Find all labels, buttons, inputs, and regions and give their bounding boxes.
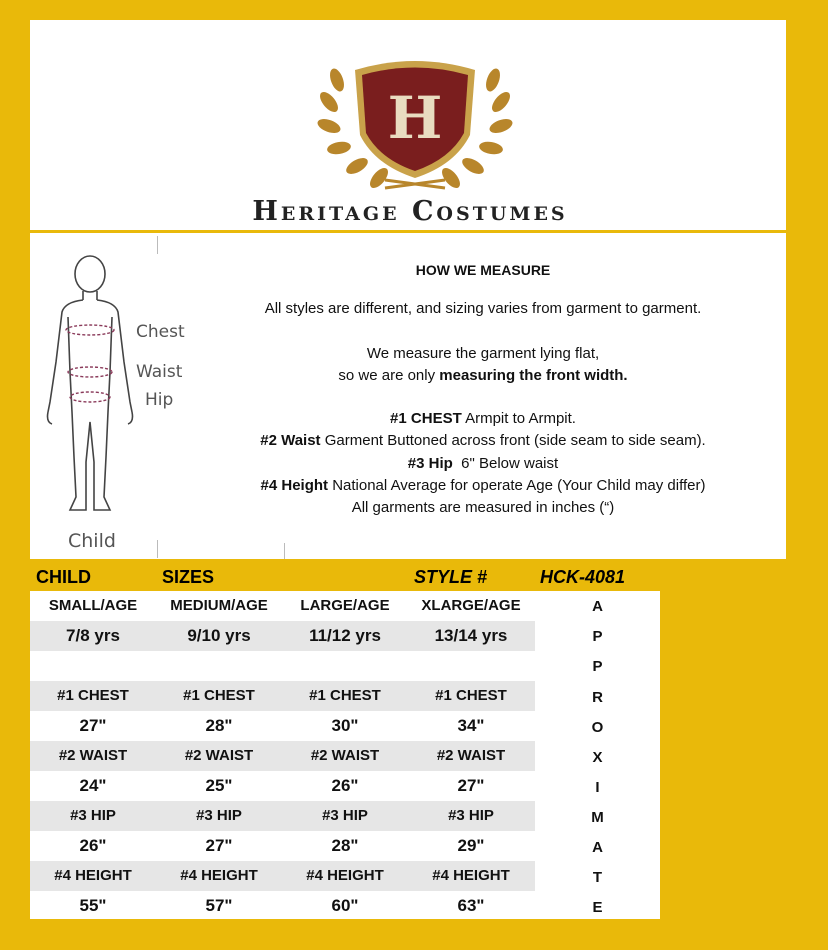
measure-label-cell: #1 CHEST xyxy=(57,687,129,704)
age-cell: 9/10 yrs xyxy=(187,626,251,645)
measure-label-cell: #4 HEIGHT xyxy=(432,867,510,884)
value-cell: 24" xyxy=(79,776,107,795)
table-row xyxy=(30,831,535,861)
measure-label-cell: #3 HIP xyxy=(322,807,368,824)
size-header: LARGE/AGE xyxy=(300,597,390,614)
measure-item-chest: #1 CHEST Armpit to Armpit. xyxy=(390,410,576,427)
divider xyxy=(157,540,158,558)
sizes-label: SIZES xyxy=(162,567,215,587)
table-row xyxy=(30,681,535,711)
approx-letter: P xyxy=(592,628,603,645)
measure-label-cell: #3 HIP xyxy=(196,807,242,824)
measure-item-waist: #2 Waist Garment Buttoned across front (side seam to side seam). xyxy=(260,432,706,449)
approx-letter: O xyxy=(591,719,604,736)
value-cell: 34" xyxy=(457,716,485,735)
value-cell: 28" xyxy=(205,716,233,735)
style-code: HCK-4081 xyxy=(540,567,626,587)
category-label: CHILD xyxy=(36,567,91,587)
approx-letter: M xyxy=(591,809,604,826)
table-row xyxy=(30,591,535,621)
measure-label-cell: #3 HIP xyxy=(448,807,494,824)
inches-note: All garments are measured in inches (“) xyxy=(351,499,615,516)
approx-letter: R xyxy=(592,689,603,706)
value-cell: 25" xyxy=(205,776,233,795)
style-label: STYLE # xyxy=(414,567,488,587)
waist-label: Waist xyxy=(136,362,183,382)
measure-flat-line1: We measure the garment lying flat, xyxy=(366,345,600,362)
size-header: SMALL/AGE xyxy=(48,597,138,614)
child-label: Child xyxy=(68,530,116,552)
approx-letter: A xyxy=(592,839,603,856)
table-row xyxy=(30,801,535,831)
hip-label: Hip xyxy=(145,390,174,410)
size-header: XLARGE/AGE xyxy=(421,597,521,614)
value-cell: 60" xyxy=(331,896,359,915)
value-cell: 30" xyxy=(331,716,359,735)
measure-label-cell: #1 CHEST xyxy=(183,687,255,704)
value-cell: 29" xyxy=(457,836,485,855)
age-cell: 11/12 yrs xyxy=(309,626,381,645)
measure-item-height: #4 Height National Average for operate Age (Your Child may differ) xyxy=(260,477,706,494)
measure-label-cell: #2 WAIST xyxy=(436,747,506,764)
measure-label-cell: #1 CHEST xyxy=(309,687,381,704)
approx-letter: E xyxy=(592,899,603,916)
approx-letter: T xyxy=(592,869,603,886)
table-row xyxy=(30,861,535,891)
approx-letter: I xyxy=(595,779,600,796)
measure-label-cell: #4 HEIGHT xyxy=(306,867,384,884)
logo-letter: H xyxy=(387,84,443,152)
measure-flat-line2: so we are only measuring the front width. xyxy=(338,367,628,384)
value-cell: 57" xyxy=(205,896,233,915)
measure-label-cell: #3 HIP xyxy=(70,807,116,824)
measure-label-cell: #4 HEIGHT xyxy=(54,867,132,884)
value-cell: 63" xyxy=(457,896,485,915)
measure-title: HOW WE MEASURE xyxy=(415,262,551,278)
table-row xyxy=(30,741,535,771)
measure-intro: All styles are different, and sizing varies from garment to garment. xyxy=(264,300,702,317)
approx-letter: X xyxy=(592,749,603,766)
value-cell: 28" xyxy=(331,836,359,855)
size-header: MEDIUM/AGE xyxy=(170,597,268,614)
measure-label-cell: #4 HEIGHT xyxy=(180,867,258,884)
chest-label: Chest xyxy=(136,322,185,342)
table-row xyxy=(30,891,535,921)
value-cell: 26" xyxy=(79,836,107,855)
measure-label-cell: #2 WAIST xyxy=(58,747,128,764)
child-figure-icon xyxy=(40,252,140,527)
brand-name: Heritage Costumes xyxy=(252,196,568,227)
measure-label-cell: #1 CHEST xyxy=(435,687,507,704)
value-cell: 27" xyxy=(205,836,233,855)
table-row xyxy=(30,711,535,741)
measure-label-cell: #2 WAIST xyxy=(184,747,254,764)
approx-letter: A xyxy=(592,598,603,615)
measure-item-hip: #3 Hip 6" Below waist xyxy=(407,455,559,472)
approx-letter: P xyxy=(592,658,603,675)
value-cell: 27" xyxy=(457,776,485,795)
divider xyxy=(284,543,285,559)
divider xyxy=(157,236,158,254)
value-cell: 55" xyxy=(79,896,107,915)
age-cell: 13/14 yrs xyxy=(434,626,508,645)
value-cell: 27" xyxy=(79,716,107,735)
heritage-logo-icon xyxy=(315,40,515,195)
table-row xyxy=(30,621,535,651)
value-cell: 26" xyxy=(331,776,359,795)
table-row xyxy=(30,771,535,801)
age-cell: 7/8 yrs xyxy=(66,626,120,645)
measure-label-cell: #2 WAIST xyxy=(310,747,380,764)
